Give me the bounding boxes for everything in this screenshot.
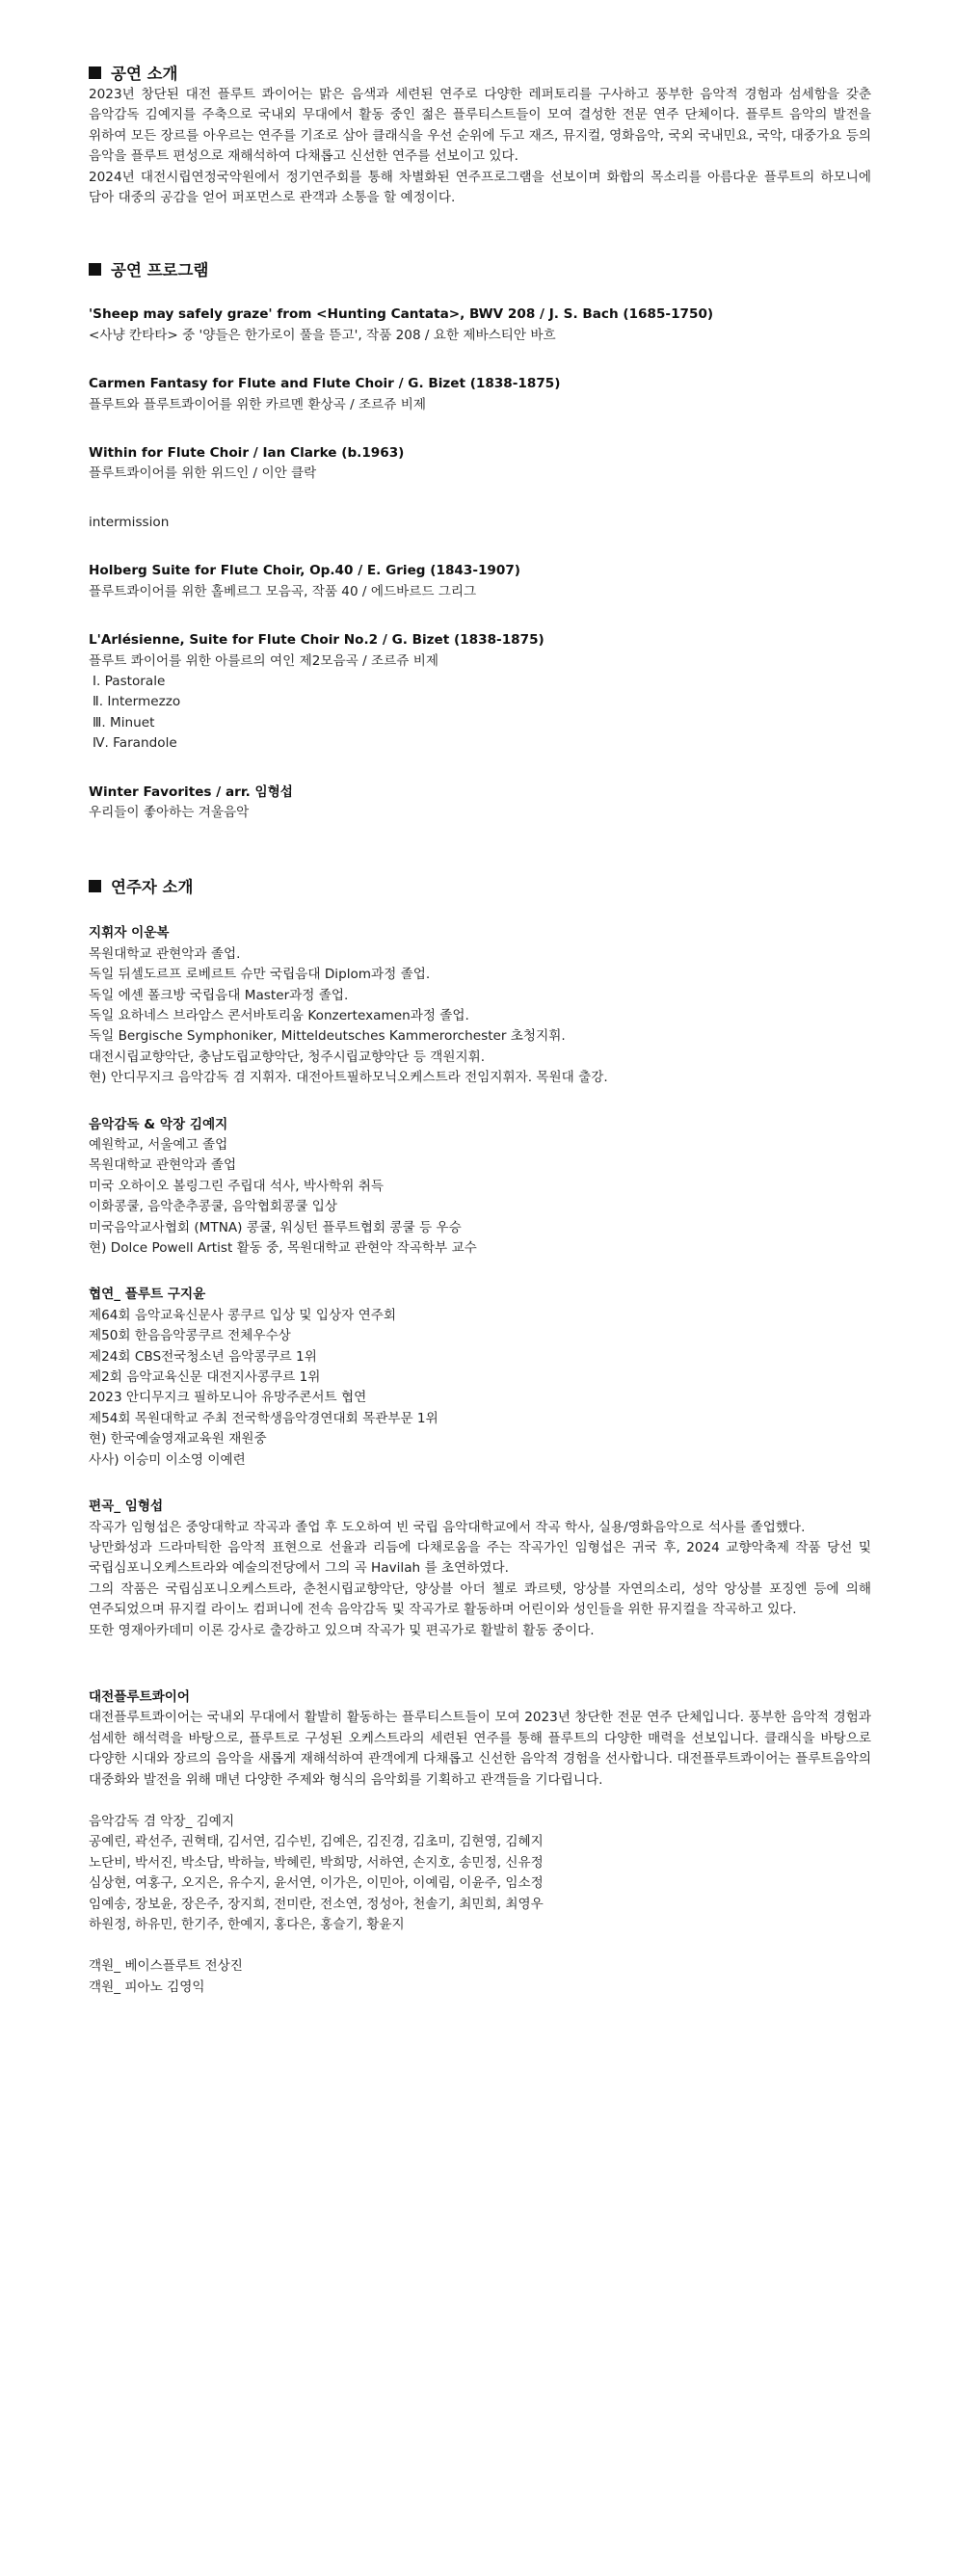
member-row: 하원정, 하유민, 한기주, 한예지, 홍다은, 홍슬기, 황윤지: [89, 1917, 405, 1932]
program-item: [89, 305, 871, 346]
program-section: [89, 256, 871, 823]
program-item: [89, 783, 871, 824]
page-content: [89, 60, 871, 1998]
bio-line: 제24회 CBS전국청소년 음악콩쿠르 1위: [89, 1348, 317, 1365]
piece-title: Within for Flute Choir / Ian Clarke (b.1963): [89, 445, 405, 462]
piece-title: Winter Favorites / arr. 임형섭: [89, 783, 293, 800]
bio-line: 제2회 음악교육신문 대전지사콩쿠르 1위: [89, 1369, 321, 1386]
bio-line: 독일 Bergische Symphoniker, Mitteldeutsches Kammerorchester 초청지휘.: [89, 1028, 566, 1045]
member-roster: [89, 1812, 871, 1935]
music-director-line: 음악감독 겸 악장_ 김예지: [89, 1813, 235, 1829]
guest-list: [89, 1956, 871, 1998]
program-list: [89, 305, 871, 823]
bio-line: 제54회 목원대학교 주최 전국학생음악경연대회 목관부문 1위: [89, 1410, 438, 1426]
arranger-name: 편곡_ 임형섭: [89, 1499, 164, 1515]
bio-line: 제64회 음악교육신문사 콩쿠르 입상 및 입상자 연주회: [89, 1307, 396, 1323]
director-profile: [89, 1115, 871, 1260]
conductor-name: 지휘자 이운복: [89, 925, 170, 942]
program-item: [89, 374, 871, 415]
performers-heading: [89, 873, 871, 898]
bio-line: 현) 한국예술영재교육원 재원중: [89, 1431, 267, 1447]
black-square-icon: [89, 880, 101, 892]
arranger-paragraph: 그의 작품은 국립심포니오케스트라, 춘천시립교향악단, 양상블 아더 첼로 콰르텟, 앙상블 자연의소리, 성악 앙상블 포징엔 등에 의해 연주되었으며 뮤지컬 라이노 컴퍼니에 전속 음악감독 및 작곡가로 활동하며 어린이와 성인들을 위한 뮤지컬을 작곡하고 있다.: [89, 1580, 871, 1618]
program-heading-text: 공연 프로그램: [111, 261, 209, 280]
piece-title: Carmen Fantasy for Flute and Flute Choir / G. Bizet (1838-1875): [89, 376, 561, 392]
program-item: [89, 561, 871, 602]
bio-line: 미국 오하이오 볼링그린 주립대 석사, 박사학위 취득: [89, 1178, 385, 1194]
arranger-paragraph: 작곡가 임형섭은 중앙대학교 작곡과 졸업 후 도오하여 빈 국립 음악대학교에서 작곡 학사, 실용/영화음악으로 석사를 졸업했다.: [89, 1519, 806, 1535]
ensemble-title: 대전플루트콰이어: [89, 1688, 191, 1705]
program-item: [89, 443, 871, 485]
member-row: 임예송, 장보윤, 장은주, 장지희, 전미란, 전소연, 정성아, 천솔기, 최민희, 최영우: [89, 1896, 544, 1912]
intro-paragraph-1: 2023년 창단된 대전 플루트 콰이어는 맑은 음색과 세련된 연주로 다양한 레퍼토리를 구사하고 풍부한 음악적 경험과 섬세함을 갖춘 음악감독 김예지를 주축으로 국내외 무대에서 활동 중인 젊은 플루티스트들이 모여 결성한 전문 연주 단체이다. 플루트 음악의 발전을 위하여 모든 장르를 아우르는 연주를 기조로 삼아 클래식을 우선 순위에 두고 재즈, 뮤지컬, 영화음악, 국외 국내민요, 국악, 대중가요 등의 음악을 플루트 편성으로 재해석하여 다채롭고 신선한 연주를 선보이고 있다.: [89, 87, 871, 165]
member-row: 공예린, 곽선주, 권혁태, 김서연, 김수빈, 김예은, 김진경, 김초미, 김현영, 김혜지: [89, 1834, 544, 1850]
arranger-paragraph: 낭만화성과 드라마틱한 음악적 표현으로 선율과 리듬에 다채로움을 주는 작곡가인 임형섭은 귀국 후, 2024 교향악축제 작품 당선 및 국립심포니오케스트라와 예술의전당에서 그의 곡 Havilah 를 초연하였다.: [89, 1539, 871, 1577]
piece-subtitle: 우리들이 좋아하는 겨울음악: [89, 804, 250, 820]
arranger-paragraph: 또한 영재아카데미 이론 강사로 출강하고 있으며 작곡가 및 편곡가로 활발히 활동 중이다.: [89, 1622, 595, 1638]
performers-heading-text: 연주자 소개: [111, 878, 194, 897]
intro-heading-text: 공연 소개: [111, 65, 178, 83]
piece-title: L'Arlésienne, Suite for Flute Choir No.2 / G. Bizet (1838-1875): [89, 632, 544, 649]
conductor-profile: [89, 923, 871, 1088]
movement-item: Ⅲ. Minuet: [93, 714, 155, 730]
bio-line: 미국음악교사협회 (MTNA) 콩쿨, 워싱턴 플루트협회 콩쿨 등 우승: [89, 1219, 462, 1235]
piece-title: Holberg Suite for Flute Choir, Op.40 / E. Grieg (1843-1907): [89, 563, 521, 579]
member-row: 노단비, 박서진, 박소담, 박하늘, 박혜린, 박희망, 서하연, 손지호, 송민정, 신유정: [89, 1854, 544, 1871]
guest-line: 객원_ 베이스플루트 전상진: [89, 1958, 243, 1975]
piece-subtitle: <사냥 칸타타> 중 '양들은 한가로이 풀을 뜯고', 작품 208 / 요한 제바스티안 바흐: [89, 327, 556, 343]
bio-line: 독일 요하네스 브라암스 콘서바토리움 Konzertexamen과정 졸업.: [89, 1007, 469, 1023]
black-square-icon: [89, 263, 101, 276]
piece-subtitle: 플루트 콰이어를 위한 아를르의 여인 제2모음곡 / 조르쥬 비제: [89, 652, 438, 669]
intro-paragraph-2: 2024년 대전시립연정국악원에서 정기연주회를 통해 차별화된 연주프로그램을 선보이며 화합의 목소리를 아름다운 플루트의 하모니에 담아 대중의 공감을 얻어 퍼포먼스로 관객과 소통을 할 예정이다.: [89, 169, 871, 206]
guest-line: 객원_ 피아노 김영익: [89, 1978, 205, 1995]
intro-heading: [89, 60, 871, 85]
piece-title: 'Sheep may safely graze' from <Hunting Cantata>, BWV 208 / J. S. Bach (1685-1750): [89, 306, 714, 323]
bio-line: 목원대학교 관현악과 졸업: [89, 1157, 237, 1174]
member-row: 심상현, 여홍구, 오지은, 유수지, 윤서연, 이가은, 이민아, 이예림, 이윤주, 임소정: [89, 1875, 544, 1892]
ensemble-section: [89, 1687, 871, 1998]
performer-list: [89, 923, 871, 1641]
ensemble-description: 대전플루트콰이어는 국내외 무대에서 활발히 활동하는 플루티스트들이 모여 2023년 창단한 전문 연주 단체입니다. 풍부한 음악적 경험과 섬세한 해석력을 바탕으로, 플루트로 구성된 오케스트라의 세련된 연주를 통해 플루트의 다양한 매력을 선보입니다. 클래식을 바탕으로 다양한 시대와 장르의 음악을 새롭게 재해석하여 관객에게 다채롭고 신선한 음악적 경험을 선사합니다. 대전플루트콰이어는 플루트음악의 대중화와 발전을 위해 매년 다양한 주제와 형식의 음악회를 기획하고 관객들을 기다립니다.: [89, 1710, 871, 1788]
bio-line: 이화콩쿨, 음악춘추콩쿨, 음악협회콩쿨 입상: [89, 1199, 337, 1215]
movement-item: Ⅱ. Intermezzo: [93, 694, 181, 710]
bio-line: 사사) 이승미 이소영 이예련: [89, 1451, 246, 1468]
bio-line: 대전시립교향악단, 충남도립교향악단, 청주시립교향악단 등 객원지휘.: [89, 1049, 486, 1065]
piece-subtitle: 플루트콰이어를 위한 위드인 / 이안 클락: [89, 465, 317, 482]
program-heading: [89, 256, 871, 281]
movement-item: Ⅳ. Farandole: [93, 735, 177, 752]
program-item: [89, 630, 871, 754]
bio-line: 예원학교, 서울예고 졸업: [89, 1137, 228, 1153]
bio-line: 현) 안디무지크 음악감독 겸 지휘자. 대전아트필하모닉오케스트라 전임지휘자. 목원대 출강.: [89, 1070, 608, 1086]
bio-line: 제50회 한음음악콩쿠르 전체우수상: [89, 1328, 291, 1344]
piece-subtitle: 플루트콰이어를 위한 홀베르그 모음곡, 작품 40 / 에드바르드 그리그: [89, 583, 477, 599]
bio-line: 2023 안디무지크 필하모니아 유망주콘서트 협연: [89, 1390, 367, 1406]
performers-section: [89, 873, 871, 1641]
soloist-profile: [89, 1285, 871, 1471]
piece-subtitle: 플루트와 플루트콰이어를 위한 카르멘 환상곡 / 조르쥬 비제: [89, 396, 426, 412]
black-square-icon: [89, 66, 101, 79]
bio-line: 목원대학교 관현악과 졸업.: [89, 945, 241, 962]
movement-item: Ⅰ. Pastorale: [93, 673, 166, 689]
bio-line: 독일 에센 폴크방 국립음대 Master과정 졸업.: [89, 987, 349, 1003]
arranger-profile: [89, 1497, 871, 1641]
intermission-label: intermission: [89, 514, 170, 530]
director-name: 음악감독 & 악장 김예지: [89, 1116, 228, 1132]
bio-line: 현) Dolce Powell Artist 활동 중, 목원대학교 관현악 작곡학부 교수: [89, 1240, 477, 1257]
intro-section: [89, 60, 871, 208]
soloist-name: 협연_ 플루트 구지윤: [89, 1287, 206, 1303]
bio-line: 독일 뒤셀도르프 로베르트 슈만 국립음대 Diplom과정 졸업.: [89, 967, 431, 983]
